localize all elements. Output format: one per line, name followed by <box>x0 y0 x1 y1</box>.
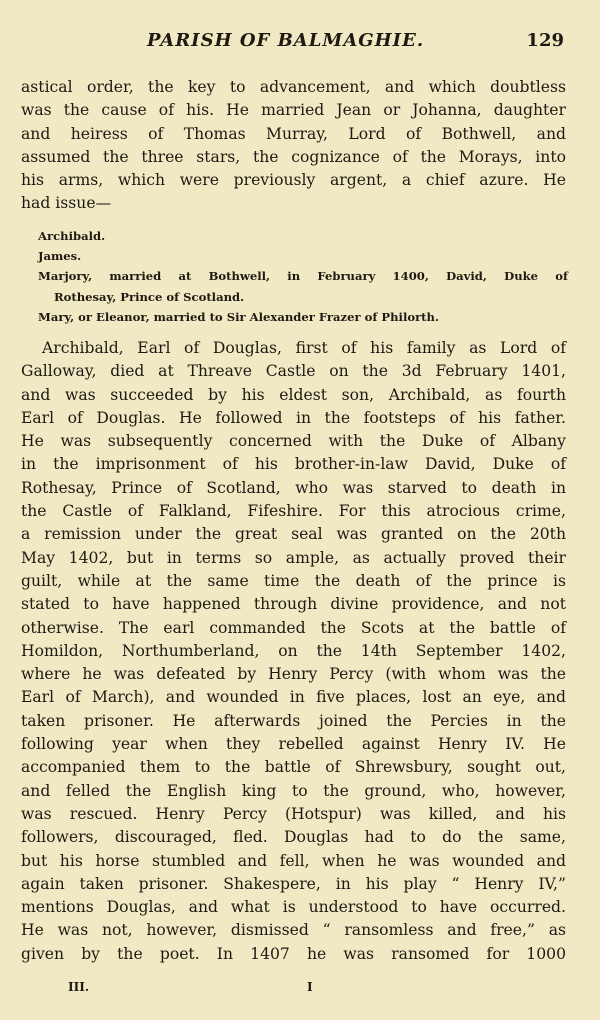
text-line: following year when they rebelled against Henry IV. He <box>21 735 566 754</box>
text-line: Archibald, Earl of Douglas, first of his family as Lord of <box>42 339 566 357</box>
text-line: assumed the three stars, the cognizance of the Morays, into <box>21 147 566 166</box>
page-footer <box>0 980 600 1002</box>
text-line: accompanied them to the battle of Shrewsbury, sought out, <box>21 758 566 777</box>
page-header <box>0 30 600 56</box>
text-line: otherwise. The earl commanded the Scots at the battle of <box>21 618 566 637</box>
text-line: He was not, however, dismissed “ ransomless and free,” as <box>21 921 566 940</box>
paragraph-1 <box>21 76 566 216</box>
text-line: had issue— <box>21 194 112 213</box>
text-line: astical order, the key to advancement, and which doubtless <box>21 78 566 96</box>
list-item-continuation: Rothesay, Prince of Scotland. <box>54 289 245 304</box>
text-line: Galloway, died at Threave Castle on the 3d February 1401, <box>21 362 566 381</box>
running-title: PARISH OF BALMAGHIE. <box>147 30 425 51</box>
text-line: taken prisoner. He afterwards joined the Percies in the <box>21 711 566 730</box>
text-line: was rescued. Henry Percy (Hotspur) was killed, and his <box>21 804 566 823</box>
text-line: where he was defeated by Henry Percy (with whom was the <box>21 665 566 684</box>
list-item: Marjory, married at Bothwell, in February 1400, David, Duke of <box>38 269 568 284</box>
text-line: Rothesay, Prince of Scotland, who was starved to death in <box>21 478 566 497</box>
text-line: Earl of March), and wounded in five places, lost an eye, and <box>21 688 566 707</box>
text-line: and felled the English king to the ground, who, however, <box>21 781 566 800</box>
text-line: but his horse stumbled and fell, when he was wounded and <box>21 851 566 870</box>
text-line: and was succeeded by his eldest son, Archibald, as fourth <box>21 385 566 404</box>
volume-signature: III. <box>68 980 90 994</box>
page-number: 129 <box>526 30 564 51</box>
list-item: Archibald. <box>38 229 106 243</box>
text-line: followers, discouraged, fled. Douglas had to do the same, <box>21 828 566 847</box>
text-line: the Castle of Falkland, Fifeshire. For this atrocious crime, <box>21 502 566 521</box>
text-line: guilt, while at the same time the death of the prince is <box>21 571 566 590</box>
text-line: mentions Douglas, and what is understood to have occurred. <box>21 898 566 917</box>
list-item: Mary, or Eleanor, married to Sir Alexander Frazer of Philorth. <box>38 309 440 324</box>
text-line: Earl of Douglas. He followed in the footsteps of his father. <box>21 408 566 427</box>
text-line: May 1402, but in terms so ample, as actually proved their <box>21 548 566 567</box>
text-line: again taken prisoner. Shakespere, in his play “ Henry IV,” <box>21 874 566 893</box>
text-line: and heiress of Thomas Murray, Lord of Bothwell, and <box>21 124 566 143</box>
text-line: Homildon, Northumberland, on the 14th September 1402, <box>21 641 566 660</box>
issue-list <box>38 226 568 327</box>
paragraph-2 <box>21 337 566 966</box>
list-item: James. <box>38 249 82 264</box>
text-line: was the cause of his. He married Jean or Johanna, daughter <box>21 101 566 120</box>
text-line: given by the poet. In 1407 he was ransomed for 1000 <box>21 944 566 963</box>
text-line: stated to have happened through divine providence, and not <box>21 595 566 614</box>
text-line: a remission under the great seal was granted on the 20th <box>21 525 566 544</box>
text-line: in the imprisonment of his brother-in-law David, Duke of <box>21 455 566 474</box>
text-line: He was subsequently concerned with the Duke of Albany <box>21 432 566 451</box>
sheet-signature: I <box>307 980 313 994</box>
text-line: his arms, which were previously argent, a chief azure. He <box>21 171 566 190</box>
